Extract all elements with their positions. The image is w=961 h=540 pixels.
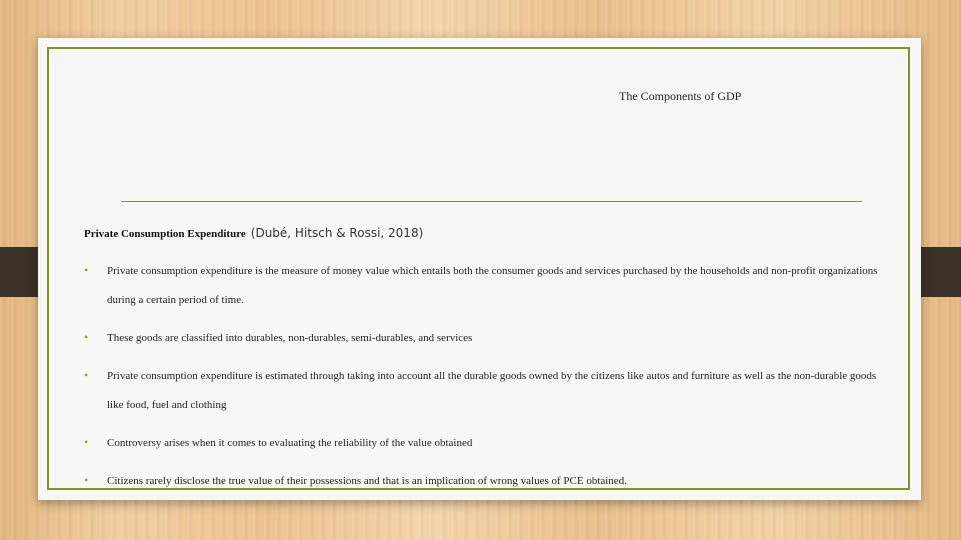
slide: [38, 38, 921, 500]
bullet-dot-icon: •: [84, 435, 89, 449]
section-heading-text: Private Consumption Expenditure: [84, 228, 246, 240]
bullet-dot-icon: •: [84, 368, 89, 382]
bullet-text: Private consumption expenditure is estimated through taking into account all the durable goods owned by the citizens like autos and furniture as well as the non-durable goods like food, fuel and clothing: [107, 370, 877, 411]
bullet-text: Controversy arises when it comes to evaluating the reliability of the value obtained: [107, 437, 473, 449]
bullet-text: Citizens rarely disclose the true value of their possessions and that is an implication of wrong values of PCE obtained.: [107, 475, 627, 487]
bullet-text: These goods are classified into durables, non-durables, semi-durables, and services: [107, 332, 473, 344]
slide-header-title: The Components of GDP: [619, 89, 742, 103]
slide-frame: [47, 47, 910, 490]
bullet-item: [84, 362, 884, 420]
bullet-dot-icon: •: [84, 473, 89, 487]
title-divider: [121, 201, 862, 202]
bullet-list: [84, 257, 884, 505]
section-heading: [84, 224, 423, 242]
bullet-dot-icon: •: [84, 263, 89, 277]
bullet-item: [84, 429, 884, 458]
bullet-dot-icon: •: [84, 330, 89, 344]
section-citation: (Dubé, Hitsch & Rossi, 2018): [250, 226, 424, 240]
bullet-text: Private consumption expenditure is the measure of money value which entails both the consumer goods and services purchased by the households and non-profit organizations during a certain period of time.: [107, 265, 878, 306]
bullet-item: [84, 467, 884, 496]
bullet-item: [84, 257, 884, 315]
bullet-item: [84, 324, 884, 353]
